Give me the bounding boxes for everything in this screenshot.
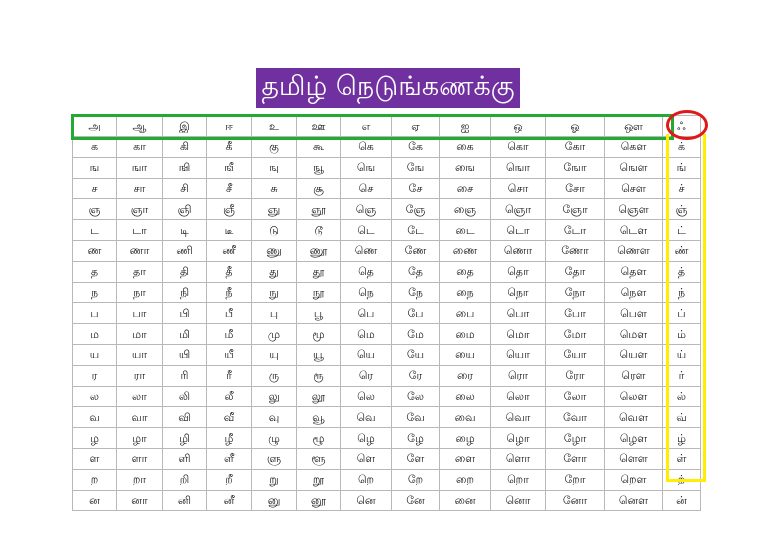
letter-cell: ணெ (341, 240, 392, 261)
letter-cell: நூ (297, 282, 341, 303)
letter-cell: யே (392, 344, 440, 365)
letter-cell: சௌ (605, 178, 663, 199)
letter-cell: னோ (546, 490, 605, 511)
consonant-row (73, 407, 701, 428)
consonant-row (73, 324, 701, 345)
letter-cell: தீ (207, 261, 252, 282)
letter-cell: ஞி (163, 199, 207, 220)
letter-cell: று (252, 469, 297, 490)
letter-cell: றே (392, 469, 440, 490)
letter-cell: றா (117, 469, 163, 490)
vowel-cell: ஆ (117, 116, 163, 137)
letter-cell: ளி (163, 448, 207, 469)
letter-cell: வை (440, 407, 491, 428)
letter-cell: கா (117, 137, 163, 158)
letter-cell: ழே (392, 428, 440, 449)
letter-cell: நோ (546, 282, 605, 303)
vowel-cell: ஐ (440, 116, 491, 137)
letter-cell: ணீ (207, 240, 252, 261)
letter-cell: வா (117, 407, 163, 428)
vowel-cell: எ (341, 116, 392, 137)
letter-cell: ணி (163, 240, 207, 261)
letter-cell: ழீ (207, 428, 252, 449)
letter-grid (72, 115, 701, 511)
consonant-cell: ண் (663, 240, 701, 261)
consonant-cell: ன் (663, 490, 701, 511)
consonant-cell: வ் (663, 407, 701, 428)
letter-cell: ஞே (392, 199, 440, 220)
consonant-row (73, 448, 701, 469)
letter-cell: நா (117, 282, 163, 303)
letter-cell: லெ (341, 386, 392, 407)
letter-cell: ரொ (491, 365, 546, 386)
letter-cell: ளூ (297, 448, 341, 469)
consonant-row (73, 178, 701, 199)
letter-cell: யா (117, 344, 163, 365)
consonant-cell: ய் (663, 344, 701, 365)
letter-cell: ணூ (297, 240, 341, 261)
letter-cell: கெ (341, 137, 392, 158)
letter-cell: ஙு (252, 157, 297, 178)
letter-cell: ஞை (440, 199, 491, 220)
letter-cell: ஞோ (546, 199, 605, 220)
letter-cell: பூ (297, 303, 341, 324)
letter-cell: ணௌ (605, 240, 663, 261)
consonant-row (73, 157, 701, 178)
vowel-cell: ஈ (207, 116, 252, 137)
letter-cell: தூ (297, 261, 341, 282)
letter-cell: ரை (440, 365, 491, 386)
letter-cell: ன (73, 490, 117, 511)
letter-cell: லூ (297, 386, 341, 407)
letter-cell: ஙே (392, 157, 440, 178)
vowel-cell: ஓ (546, 116, 605, 137)
letter-cell: மோ (546, 324, 605, 345)
letter-cell: லி (163, 386, 207, 407)
letter-cell: மி (163, 324, 207, 345)
letter-cell: டா (117, 220, 163, 241)
letter-cell: றூ (297, 469, 341, 490)
letter-cell: னை (440, 490, 491, 511)
letter-cell: யெ (341, 344, 392, 365)
letter-cell: ல (73, 386, 117, 407)
letter-cell: தெ (341, 261, 392, 282)
letter-cell: லா (117, 386, 163, 407)
letter-cell: கே (392, 137, 440, 158)
letter-cell: னு (252, 490, 297, 511)
consonant-row (73, 344, 701, 365)
consonant-cell: ந் (663, 282, 701, 303)
letter-cell: ஙொ (491, 157, 546, 178)
consonant-row (73, 282, 701, 303)
consonant-row (73, 365, 701, 386)
letter-cell: னீ (207, 490, 252, 511)
letter-cell: மே (392, 324, 440, 345)
letter-cell: தி (163, 261, 207, 282)
letter-cell: மௌ (605, 324, 663, 345)
letter-cell: யை (440, 344, 491, 365)
letter-cell: ஙோ (546, 157, 605, 178)
letter-cell: டெ (341, 220, 392, 241)
letter-cell: டே (392, 220, 440, 241)
consonant-row (73, 137, 701, 158)
letter-cell: பி (163, 303, 207, 324)
consonant-cell: க் (663, 137, 701, 158)
letter-cell: வி (163, 407, 207, 428)
letter-cell: வோ (546, 407, 605, 428)
letter-cell: ழு (252, 428, 297, 449)
letter-cell: பௌ (605, 303, 663, 324)
letter-cell: பெ (341, 303, 392, 324)
consonant-cell: ங் (663, 157, 701, 178)
letter-cell: டி (163, 220, 207, 241)
letter-cell: ழொ (491, 428, 546, 449)
letter-cell: கு (252, 137, 297, 158)
letter-cell: மீ (207, 324, 252, 345)
letter-cell: டொ (491, 220, 546, 241)
letter-cell: மு (252, 324, 297, 345)
letter-cell: லீ (207, 386, 252, 407)
consonant-cell: ப் (663, 303, 701, 324)
letter-cell: சீ (207, 178, 252, 199)
letter-cell: டீ (207, 220, 252, 241)
letter-cell: ஙை (440, 157, 491, 178)
letter-cell: லோ (546, 386, 605, 407)
letter-cell: ழௌ (605, 428, 663, 449)
letter-cell: ணே (392, 240, 440, 261)
letter-cell: ழி (163, 428, 207, 449)
letter-cell: ணோ (546, 240, 605, 261)
letter-cell: ழோ (546, 428, 605, 449)
letter-cell: ஞீ (207, 199, 252, 220)
letter-cell: றெ (341, 469, 392, 490)
letter-cell: ப (73, 303, 117, 324)
letter-cell: வீ (207, 407, 252, 428)
letter-cell: ணொ (491, 240, 546, 261)
letter-cell: ஞூ (297, 199, 341, 220)
letter-cell: நொ (491, 282, 546, 303)
letter-cell: சி (163, 178, 207, 199)
letter-cell: நு (252, 282, 297, 303)
vowel-cell: இ (163, 116, 207, 137)
letter-cell: நை (440, 282, 491, 303)
letter-cell: வெ (341, 407, 392, 428)
letter-cell: றை (440, 469, 491, 490)
letter-cell: ஙா (117, 157, 163, 178)
letter-cell: னெ (341, 490, 392, 511)
letter-cell: ழ (73, 428, 117, 449)
letter-cell: ச (73, 178, 117, 199)
chart-title: தமிழ் நெடுங்கணக்கு (256, 68, 520, 108)
letter-cell: சோ (546, 178, 605, 199)
letter-cell: ரோ (546, 365, 605, 386)
letter-cell: சா (117, 178, 163, 199)
letter-cell: றோ (546, 469, 605, 490)
letter-cell: ஞ (73, 199, 117, 220)
consonant-row (73, 220, 701, 241)
letter-cell: ளே (392, 448, 440, 469)
letter-cell: ஙீ (207, 157, 252, 178)
letter-cell: லு (252, 386, 297, 407)
letter-cell: ரீ (207, 365, 252, 386)
consonant-cell: த் (663, 261, 701, 282)
letter-cell: மூ (297, 324, 341, 345)
consonant-cell: ஞ் (663, 199, 701, 220)
letter-cell: சொ (491, 178, 546, 199)
consonant-cell: ட் (663, 220, 701, 241)
consonant-cell: ர் (663, 365, 701, 386)
vowel-cell: அ (73, 116, 117, 137)
letter-cell: ஞெ (341, 199, 392, 220)
letter-cell: ஞொ (491, 199, 546, 220)
letter-cell: நௌ (605, 282, 663, 303)
letter-cell: பை (440, 303, 491, 324)
vowel-cell: ஔ (605, 116, 663, 137)
letter-cell: ழை (440, 428, 491, 449)
vowel-cell: ஒ (491, 116, 546, 137)
letter-cell: ள (73, 448, 117, 469)
letter-cell: போ (546, 303, 605, 324)
letter-cell: ணா (117, 240, 163, 261)
letter-cell: தை (440, 261, 491, 282)
letter-cell: ந (73, 282, 117, 303)
letter-cell: வூ (297, 407, 341, 428)
letter-cell: றீ (207, 469, 252, 490)
letter-cell: வ (73, 407, 117, 428)
letter-cell: ணை (440, 240, 491, 261)
letter-cell: ண (73, 240, 117, 261)
letter-cell: ஞு (252, 199, 297, 220)
letter-cell: ரே (392, 365, 440, 386)
letter-cell: யீ (207, 344, 252, 365)
letter-cell: பா (117, 303, 163, 324)
letter-cell: ழெ (341, 428, 392, 449)
letter-cell: லை (440, 386, 491, 407)
letter-cell: செ (341, 178, 392, 199)
letter-cell: ழூ (297, 428, 341, 449)
letter-cell: சே (392, 178, 440, 199)
letter-cell: வே (392, 407, 440, 428)
letter-cell: யொ (491, 344, 546, 365)
letter-cell: டு (252, 220, 297, 241)
letter-cell: னி (163, 490, 207, 511)
letter-cell: மா (117, 324, 163, 345)
letter-cell: ங (73, 157, 117, 178)
letter-cell: ளீ (207, 448, 252, 469)
letter-cell: நே (392, 282, 440, 303)
consonant-row (73, 490, 701, 511)
letter-cell: யூ (297, 344, 341, 365)
letter-cell: தே (392, 261, 440, 282)
consonant-row (73, 199, 701, 220)
letter-cell: லொ (491, 386, 546, 407)
letter-cell: சு (252, 178, 297, 199)
letter-cell: சை (440, 178, 491, 199)
letter-cell: பீ (207, 303, 252, 324)
letter-cell: ரி (163, 365, 207, 386)
letter-cell: ளொ (491, 448, 546, 469)
letter-cell: க (73, 137, 117, 158)
letter-cell: பொ (491, 303, 546, 324)
letter-cell: யி (163, 344, 207, 365)
letter-cell: லௌ (605, 386, 663, 407)
letter-cell: ளௌ (605, 448, 663, 469)
letter-cell: ரௌ (605, 365, 663, 386)
letter-cell: வு (252, 407, 297, 428)
consonant-row (73, 428, 701, 449)
letter-cell: ளா (117, 448, 163, 469)
letter-cell: தொ (491, 261, 546, 282)
letter-cell: நி (163, 282, 207, 303)
letter-cell: ஞா (117, 199, 163, 220)
letter-cell: ஙெ (341, 157, 392, 178)
letter-cell: ரா (117, 365, 163, 386)
letter-cell: த (73, 261, 117, 282)
letter-cell: ரூ (297, 365, 341, 386)
consonant-row (73, 386, 701, 407)
consonant-row (73, 303, 701, 324)
vowel-header-row (73, 116, 701, 137)
letter-cell: னா (117, 490, 163, 511)
letter-cell: டௌ (605, 220, 663, 241)
letter-cell: பே (392, 303, 440, 324)
letter-cell: து (252, 261, 297, 282)
letter-cell: நீ (207, 282, 252, 303)
letter-cell: நெ (341, 282, 392, 303)
letter-cell: ட (73, 220, 117, 241)
letter-cell: கி (163, 137, 207, 158)
letter-cell: பு (252, 303, 297, 324)
letter-cell: டோ (546, 220, 605, 241)
letter-cell: தோ (546, 261, 605, 282)
consonant-cell: ற் (663, 469, 701, 490)
letter-cell: ஙௌ (605, 157, 663, 178)
vowel-cell: ஃ (663, 116, 701, 137)
letter-cell: யு (252, 344, 297, 365)
letter-cell: மொ (491, 324, 546, 345)
letter-cell: னொ (491, 490, 546, 511)
letter-cell: டை (440, 220, 491, 241)
consonant-cell: ழ் (663, 428, 701, 449)
consonant-cell: ள் (663, 448, 701, 469)
letter-cell: ளெ (341, 448, 392, 469)
letter-cell: கூ (297, 137, 341, 158)
letter-cell: ரெ (341, 365, 392, 386)
letter-cell: கௌ (605, 137, 663, 158)
letter-cell: யௌ (605, 344, 663, 365)
letter-cell: லே (392, 386, 440, 407)
letter-cell: கொ (491, 137, 546, 158)
consonant-cell: ல் (663, 386, 701, 407)
vowel-cell: ஊ (297, 116, 341, 137)
letter-cell: ஙூ (297, 157, 341, 178)
letter-cell: ற (73, 469, 117, 490)
vowel-cell: உ (252, 116, 297, 137)
letter-cell: சூ (297, 178, 341, 199)
vowel-cell: ஏ (392, 116, 440, 137)
letter-cell: கீ (207, 137, 252, 158)
letter-cell: டூ (297, 220, 341, 241)
letter-cell: ரு (252, 365, 297, 386)
letter-cell: ர (73, 365, 117, 386)
letter-cell: ளை (440, 448, 491, 469)
consonant-cell: ச் (663, 178, 701, 199)
letter-cell: னௌ (605, 490, 663, 511)
consonant-cell: ம் (663, 324, 701, 345)
letter-cell: னே (392, 490, 440, 511)
letter-cell: றௌ (605, 469, 663, 490)
letter-cell: வௌ (605, 407, 663, 428)
letter-cell: ழா (117, 428, 163, 449)
letter-cell: ணு (252, 240, 297, 261)
letter-cell: னூ (297, 490, 341, 511)
letter-cell: கை (440, 137, 491, 158)
letter-cell: ய (73, 344, 117, 365)
letter-cell: தா (117, 261, 163, 282)
letter-cell: றொ (491, 469, 546, 490)
letter-cell: றி (163, 469, 207, 490)
letter-cell: ளு (252, 448, 297, 469)
letter-cell: ளோ (546, 448, 605, 469)
letter-cell: ஙி (163, 157, 207, 178)
letter-cell: ஞௌ (605, 199, 663, 220)
letter-cell: கோ (546, 137, 605, 158)
letter-cell: ம (73, 324, 117, 345)
consonant-row (73, 261, 701, 282)
letter-cell: தௌ (605, 261, 663, 282)
letter-cell: யோ (546, 344, 605, 365)
letter-cell: வொ (491, 407, 546, 428)
consonant-row (73, 240, 701, 261)
letter-cell: மெ (341, 324, 392, 345)
consonant-row (73, 469, 701, 490)
letter-cell: மை (440, 324, 491, 345)
